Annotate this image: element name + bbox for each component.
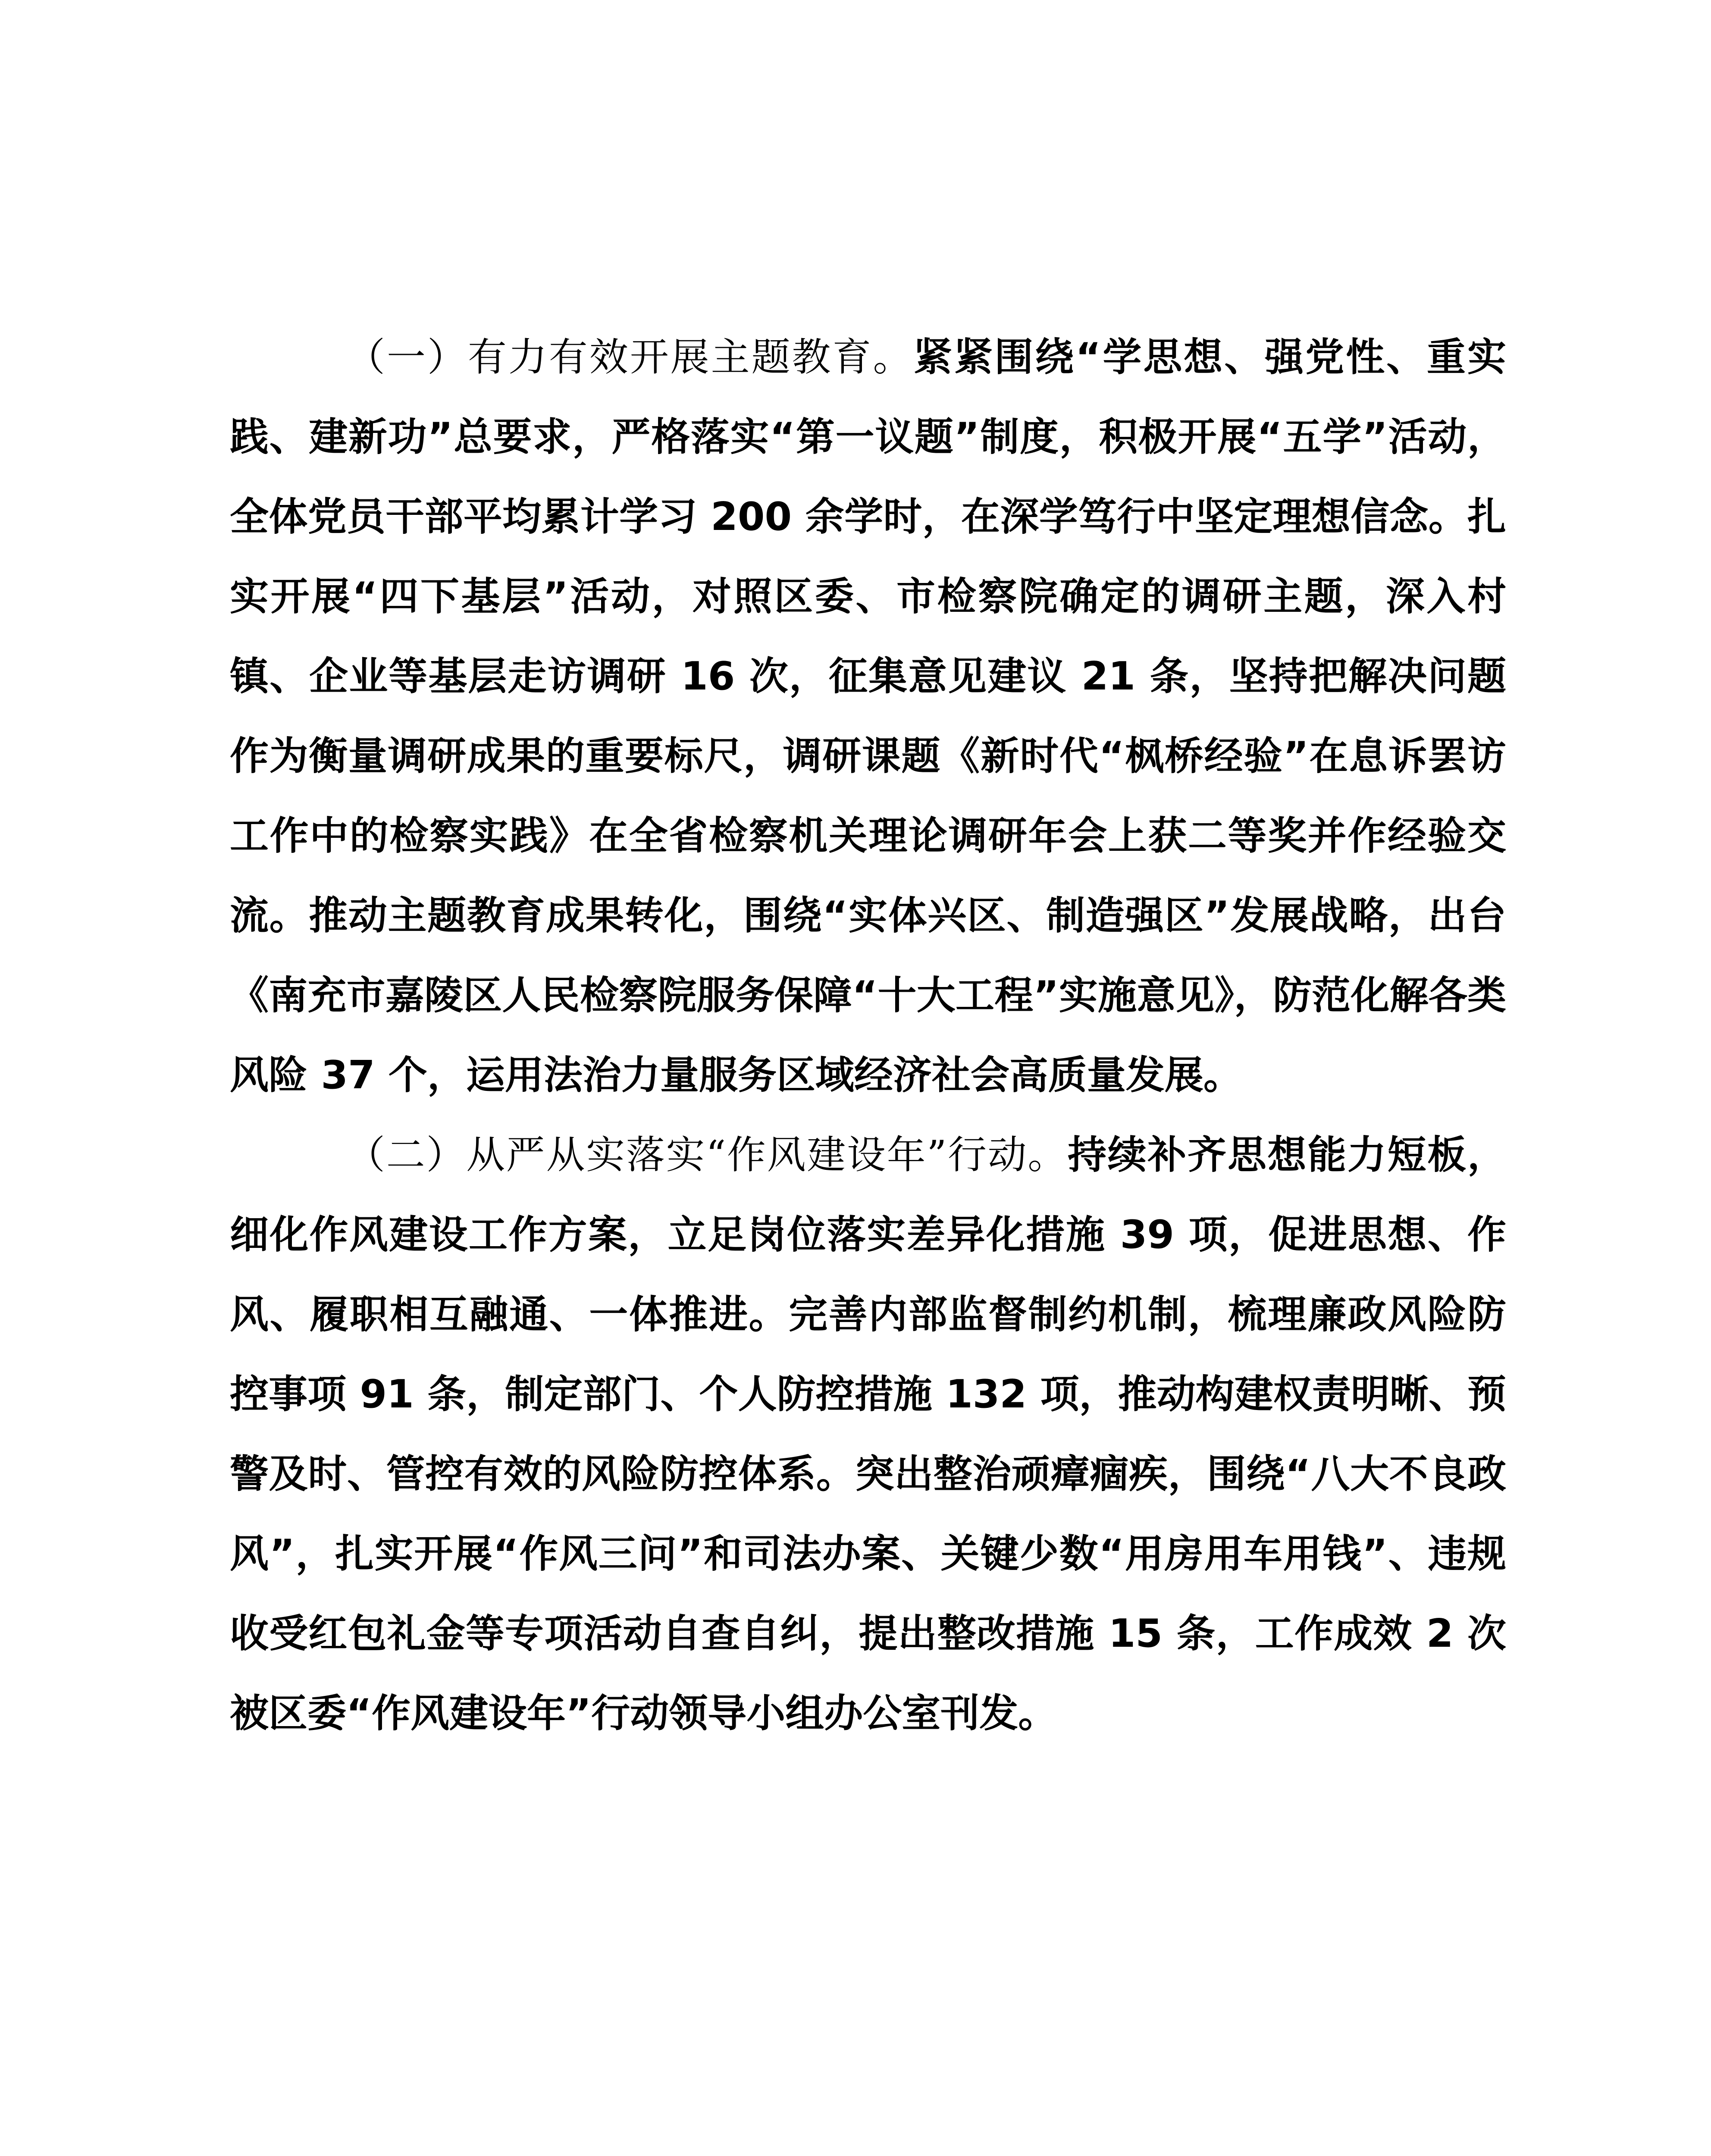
paragraph-2-body: 持续补齐思想能力短板，细化作风建设工作方案，立足岗位落实差异化措施 39 项，促进思想、作风、履职相互融通、一体推进。完善内部监督制约机制，梳理廉政风险防控事项 91 条，制定部门、个人防控措施 132 项，推动构建权责明晰、预警及时、管控有效的风险防控体系。突出整治顽瘴痼疾，围绕“八大不良政风”，扎实开展“作风三问”和司法办案、关键少数“用房用车用钱”、违规收受红包礼金等专项活动自查自纠，提出整改措施 15 条，工作成效 2 次被区委“作风建设年”行动领导小组办公室刊发。 xyxy=(230,1132,1506,1736)
body-text xyxy=(230,317,1506,1753)
paragraph-2-heading: （二）从严从实落实“作风建设年”行动。 xyxy=(346,1132,1068,1178)
paragraph-2 xyxy=(230,1115,1506,1753)
paragraph-1-body: 紧紧围绕“学思想、强党性、重实践、建新功”总要求，严格落实“第一议题”制度，积极开展“五学”活动，全体党员干部平均累计学习 200 余学时，在深学笃行中坚定理想信念。扎实开展“四下基层”活动，对照区委、市检察院确定的调研主题，深入村镇、企业等基层走访调研 16 次，征集意见建议 21 条，坚持把解决问题作为衡量调研成果的重要标尺，调研课题《新时代“枫桥经验”在息诉罢访工作中的检察实践》在全省检察机关理论调研年会上获二等奖并作经验交流。推动主题教育成果转化，围绕“实体兴区、制造强区”发展战略，出台《南充市嘉陵区人民检察院服务保障“十大工程”实施意见》，防范化解各类风险 37 个，运用法治力量服务区域经济社会高质量发展。 xyxy=(230,335,1506,1098)
paragraph-1-heading: （一）有力有效开展主题教育。 xyxy=(346,335,914,380)
paragraph-1 xyxy=(230,317,1506,1115)
